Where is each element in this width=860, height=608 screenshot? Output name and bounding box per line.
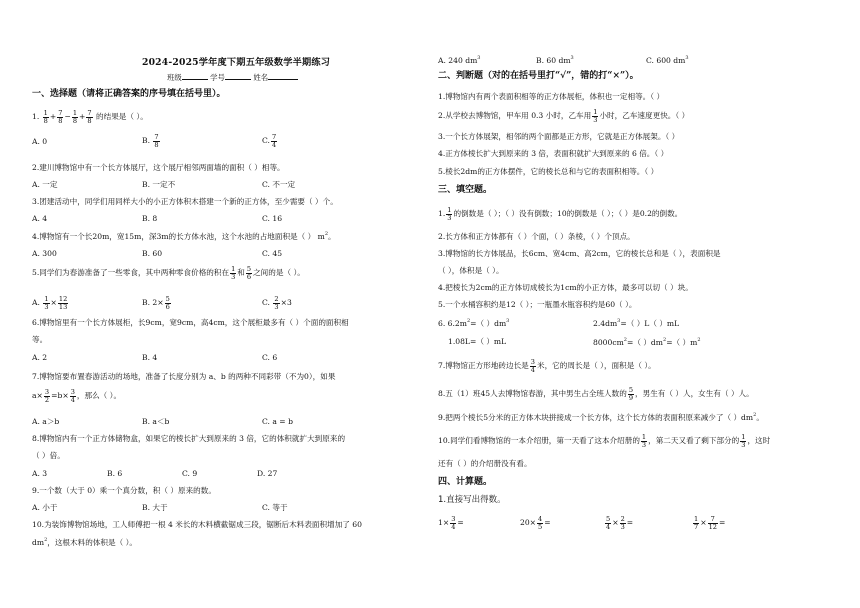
- q6-option-a[interactable]: A. 2: [32, 353, 48, 362]
- question-6-cont: 等。: [32, 335, 48, 344]
- judge-1: 1.博物馆内有两个表面积相等的正方体展柜，体积也一定相等。（ ）: [438, 92, 665, 101]
- fraction: $\frac{5}{9}$: [628, 386, 634, 402]
- q4-option-a[interactable]: A. 300: [32, 249, 57, 258]
- q5-option-c[interactable]: C. $\frac{2}{3}$ ×3: [262, 295, 292, 311]
- name-blank[interactable]: [268, 73, 298, 80]
- fill-7: 7.博物馆正方形地砖边长是 $\frac{3}{4}$ 米，它的周长是（ ），面积是（ ）。: [438, 358, 656, 374]
- question-8-cont: （ ）倍。: [32, 451, 65, 460]
- fraction: $\frac{1}{7}$: [694, 515, 699, 531]
- question-7: 7.博物馆要布置春游活动的场地，准备了长度分别为 a、b 的两种不同彩带（不为0），如果: [32, 372, 336, 381]
- question-5: 5.同学们为春游准备了一些零食，其中两种零食价格的积在 $\frac{1}{3}$ 和 $\frac{5}{6}$ 之间的是（ ）。: [32, 265, 305, 281]
- q5-option-b[interactable]: B. 2× $\frac{5}{6}$: [142, 295, 170, 311]
- fill-10: 10.同学们看博物馆的一本介绍册，第一天看了这本介绍册的 $\frac{1}{3}$ ，第二天又看了剩下部分的 $\frac{1}{3}$ ，这时: [438, 433, 771, 449]
- fraction: $\frac{1}{8}$: [43, 109, 48, 125]
- fraction: $\frac{7}{12}$: [708, 515, 717, 531]
- fill-2: 2.长方体和正方体都有（ ）个面，（ ）条棱，（ ）个顶点。: [438, 232, 635, 241]
- fraction: $\frac{3}{4}$: [451, 515, 456, 531]
- question-10: 10.为装饰博物馆场地，工人师傅把一根 4 米长的木料横截锯成三段，锯断后木料表面积增加了 60: [32, 520, 362, 529]
- fill-4: 4.把棱长为2cm的正方体切成棱长为1cm的小正方体，最多可以切（ ）块。: [438, 283, 693, 292]
- fill-6-row2b: $8000cm^2=$（ ）$dm^2=$（ ）$m^2$: [593, 337, 701, 347]
- q8-option-d[interactable]: D. 27: [257, 469, 278, 478]
- fraction: $\frac{3}{4}$: [530, 358, 535, 374]
- fraction: $\frac{1}{3}$: [231, 265, 236, 281]
- q2-option-a[interactable]: A. 一定: [32, 180, 58, 189]
- section3-title: 三、填空题。: [438, 185, 493, 195]
- question-3: 3.团建活动中，同学们用同样大小的小正方体积木搭建一个新的正方体，至少需要（ ）个。: [32, 197, 338, 206]
- fraction: $\frac{2}{3}$: [274, 295, 279, 311]
- calc-2: 20× $\frac{4}{5}$ =: [520, 515, 551, 531]
- section4-title: 四、计算题。: [438, 477, 493, 487]
- q10-option-b[interactable]: B. 60 $dm^3$: [536, 55, 574, 65]
- fraction: $\frac{1}{3}$: [44, 295, 49, 311]
- question-1: 1. $\frac{1}{8}$ + $\frac{7}{8}$ − $\frac{1}{8}$ + $\frac{7}{8}$ 的结果是（ ）。: [32, 109, 148, 125]
- fill-10-cont: 还有（ ）的介绍册没有看。: [438, 459, 532, 468]
- q4-option-b[interactable]: B. 60: [142, 249, 163, 258]
- class-blank[interactable]: [182, 73, 208, 80]
- q7-option-a[interactable]: A. a＞b: [32, 417, 60, 426]
- page-title: 2024-2025学年度下期五年级数学半期练习: [142, 57, 331, 68]
- q1-option-b[interactable]: B. $\frac{7}{8}$: [142, 133, 159, 149]
- fill-8: 8.五（1）班45人去博物馆春游，其中男生占全班人数的 $\frac{5}{9}$ ，男生有（ ）人，女生有（ ）人。: [438, 386, 754, 402]
- question-4: 4.博物馆有一个长20m，宽15m，深3m的长方体水池，这个水池的占地面积是（ ） $m^2$。: [32, 231, 336, 241]
- q1-option-c[interactable]: C. $\frac{7}{4}$: [262, 133, 277, 149]
- judge-3: 3.一个长方体展架，相邻的两个面都是正方形，它就是正方体展架。（ ）: [438, 132, 680, 141]
- q6-option-b[interactable]: B. 4: [142, 353, 158, 362]
- fraction: $\frac{5}{6}$: [165, 295, 170, 311]
- judge-5: 5.棱长2dm的正方体摆件，它的棱长总和与它的表面积相等。（ ）: [438, 167, 659, 176]
- question-10-cont: $dm^2$，这根木料的体积是（ ）。: [32, 537, 137, 547]
- q3-option-b[interactable]: B. 8: [142, 214, 158, 223]
- q9-option-b[interactable]: B. 大于: [142, 503, 168, 512]
- fill-3: 3.博物馆的长方体展品，长6cm、宽4cm、高2cm，它的棱长总和是（ ），表面积是: [438, 249, 721, 258]
- fraction: $\frac{5}{6}$: [246, 265, 252, 281]
- fill-3-cont: （ ），体积是（ ）。: [438, 266, 504, 275]
- fraction: $\frac{2}{3}$: [620, 515, 625, 531]
- fill-6-row2: 1.08L=（ ）mL: [448, 337, 507, 346]
- fraction: $\frac{5}{4}$: [606, 515, 611, 531]
- fill-1: 1. $\frac{1}{3}$ 的倒数是（ ）；（ ）没有倒数；10的倒数是（ ）；（ ）是0.2的倒数。: [438, 206, 683, 222]
- fraction: $\frac{1}{8}$: [72, 109, 78, 125]
- q4-option-c[interactable]: C. 45: [262, 249, 283, 258]
- q3-option-a[interactable]: A. 4: [32, 214, 48, 223]
- q5-option-a[interactable]: A. $\frac{1}{3}$ × $\frac{12}{13}$: [32, 295, 68, 311]
- q3-option-c[interactable]: C. 16: [262, 214, 283, 223]
- fill-6-row1b: $2.4dm^3=$（ ）L（ ）mL: [593, 318, 680, 328]
- fraction: $\frac{7}{4}$: [271, 133, 277, 149]
- q7-option-c[interactable]: C. a = b: [262, 417, 293, 426]
- class-label: 班级: [167, 73, 182, 82]
- q2-option-c[interactable]: C. 不一定: [262, 180, 296, 189]
- fraction: $\frac{1}{3}$: [641, 433, 647, 449]
- question-9: 9.一个数（大于 0）乘一个真分数，积（ ）原来的数。: [32, 486, 216, 495]
- fraction: $\frac{7}{8}$: [154, 133, 159, 149]
- fraction: $\frac{12}{13}$: [58, 295, 68, 311]
- fraction: $\frac{7}{8}$: [58, 109, 63, 125]
- q1-option-a[interactable]: A. 0: [32, 137, 48, 146]
- q7-option-b[interactable]: B. a＜b: [142, 417, 170, 426]
- fraction: $\frac{1}{3}$: [593, 108, 598, 124]
- question-8: 8.博物馆内有一个正方体储物盒，如果它的棱长扩大到原来的 3 倍，它的体积就扩大到原来的: [32, 434, 346, 443]
- q2-option-b[interactable]: B. 一定不: [142, 180, 176, 189]
- q10-option-c[interactable]: C. 600 $dm^3$: [646, 55, 689, 65]
- fraction: $\frac{4}{5}$: [538, 515, 543, 531]
- q8-option-b[interactable]: B. 6: [107, 469, 123, 478]
- calc-3: $\frac{5}{4}$ × $\frac{2}{3}$ =: [606, 515, 634, 531]
- fraction: $\frac{3}{4}$: [70, 388, 75, 404]
- q8-option-a[interactable]: A. 3: [32, 469, 48, 478]
- name-label: 姓名: [253, 73, 269, 82]
- fraction: $\frac{7}{8}$: [87, 109, 92, 125]
- id-blank[interactable]: [225, 73, 251, 80]
- student-info-line: [167, 73, 298, 81]
- fraction: $\frac{1}{3}$: [447, 206, 452, 222]
- question-2: 2.建川博物馆中有一个长方体展厅，这个展厅相邻两面墙的面积（ ）相等。: [32, 163, 285, 172]
- question-6: 6.博物馆里有一个长方体展柜，长9cm，宽9cm，高4cm，这个展柜最多有（ ）个面的面积相: [32, 318, 349, 327]
- question-7-cont: a× $\frac{3}{2}$ =b× $\frac{3}{4}$ ，那么（ ）。: [32, 388, 122, 404]
- calc-1: 1× $\frac{3}{4}$ =: [438, 515, 464, 531]
- q9-option-a[interactable]: A. 小于: [32, 503, 58, 512]
- q9-option-c[interactable]: C. 等于: [262, 503, 288, 512]
- calc-4: $\frac{1}{7}$ × $\frac{7}{12}$ =: [694, 515, 726, 531]
- fill-9: 9.把两个棱长5分米的正方体木块拼接成一个长方体，这个长方体的表面积原来减少了（ ）$dm^2$。: [438, 412, 764, 422]
- section2-title: 二、判断题（对的在括号里打“√”，错的打“×”）。: [438, 71, 639, 81]
- fraction: $\frac{3}{2}$: [44, 388, 50, 404]
- fill-6-row1: 6. $6.2m^2=$（ ）$dm^3$: [438, 318, 510, 328]
- q10-option-a[interactable]: A. 240 $dm^3$: [438, 55, 481, 65]
- calc-subtitle: 1.直接写出得数。: [438, 495, 506, 505]
- fraction: $\frac{1}{3}$: [741, 433, 746, 449]
- q8-option-c[interactable]: C. 9: [182, 469, 198, 478]
- judge-2: 2.从学校去博物馆，甲车用 0.3 小时，乙车用 $\frac{1}{3}$ 小时，乙车速度更快。（ ）: [438, 108, 690, 124]
- fill-5: 5.一个水桶容积约是12（ ）；一瓶墨水瓶容积约是60（ ）。: [438, 300, 637, 309]
- judge-4: 4.正方体棱长扩大到原来的 3 倍，表面积就扩大到原来的 6 倍。（ ）: [438, 149, 669, 158]
- q6-option-c[interactable]: C. 6: [262, 353, 278, 362]
- id-label: 学号: [210, 73, 225, 82]
- section1-title: 一、选择题（请将正确答案的序号填在括号里）。: [32, 89, 226, 99]
